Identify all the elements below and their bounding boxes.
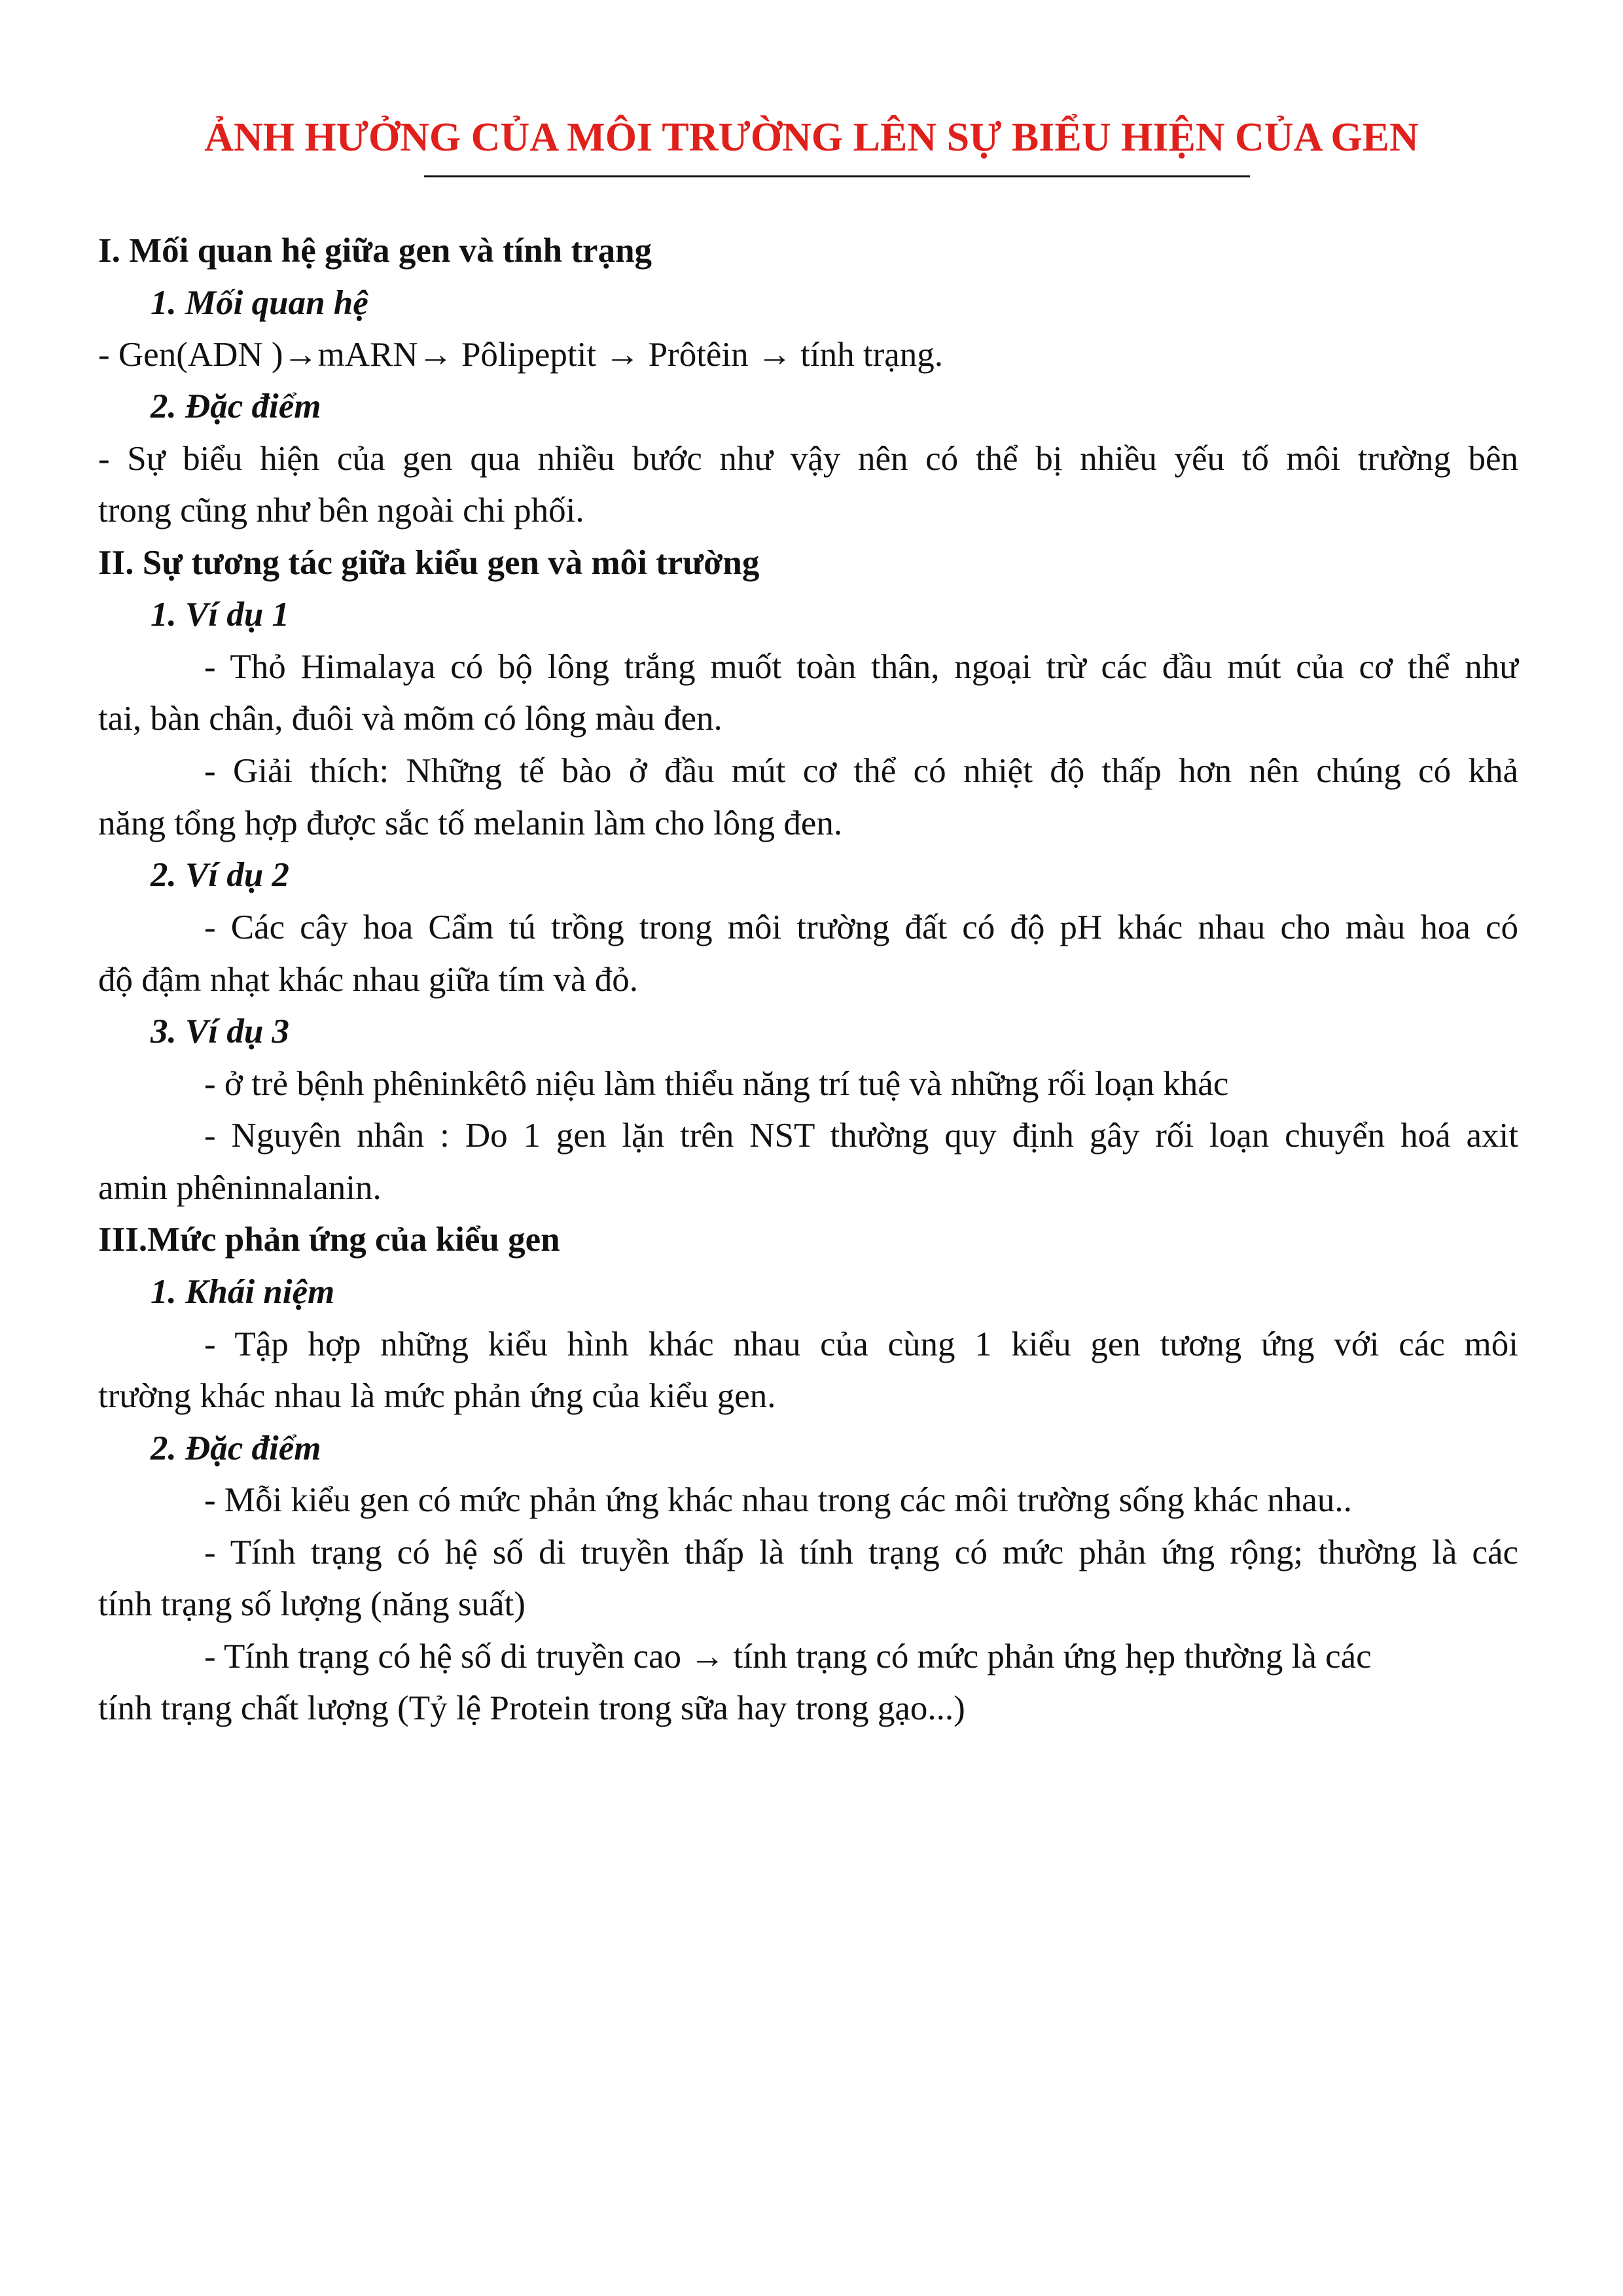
paragraph-line: trường khác nhau là mức phản ứng của kiểu gen. — [98, 1377, 776, 1415]
subheading-example-1: 1. Ví dụ 1 — [151, 596, 290, 634]
subheading-concept: 1. Khái niệm — [151, 1273, 335, 1311]
section-heading-2: II. Sự tương tác giữa kiểu gen và môi trường — [98, 544, 760, 582]
paragraph-line: - Tính trạng có hệ số di truyền cao → tính trạng có mức phản ứng hẹp thường là các — [204, 1638, 1372, 1676]
paragraph-line: - ở trẻ bệnh phêninkêtô niệu làm thiểu năng trí tuệ và những rối loạn khác — [204, 1065, 1229, 1103]
paragraph-line: tính trạng số lượng (năng suất) — [98, 1585, 526, 1623]
page-title: ẢNH HƯỞNG CỦA MÔI TRƯỜNG LÊN SỰ BIỂU HIỆN CỦA GEN — [204, 115, 1419, 160]
paragraph-line: - Tính trạng có hệ số di truyền thấp là tính trạng có mức phản ứng rộng; thường là các — [204, 1534, 1518, 1571]
subheading-relationship: 1. Mối quan hệ — [151, 284, 368, 322]
paragraph-line: - Thỏ Himalaya có bộ lông trắng muốt toàn thân, ngoại trừ các đầu mút của cơ thể như — [204, 648, 1518, 686]
paragraph-line: độ đậm nhạt khác nhau giữa tím và đỏ. — [98, 961, 638, 999]
paragraph-line: trong cũng như bên ngoài chi phối. — [98, 492, 584, 529]
subheading-example-3: 3. Ví dụ 3 — [151, 1013, 290, 1050]
paragraph-line: - Mỗi kiểu gen có mức phản ứng khác nhau trong các môi trường sống khác nhau.. — [204, 1481, 1352, 1519]
paragraph-line: - Nguyên nhân : Do 1 gen lặn trên NST thường quy định gây rối loạn chuyển hoá axit — [204, 1117, 1518, 1155]
paragraph-line: - Các cây hoa Cẩm tú trồng trong môi trường đất có độ pH khác nhau cho màu hoa có — [204, 908, 1518, 946]
paragraph-line: amin phêninnalanin. — [98, 1169, 382, 1207]
title-underline — [424, 175, 1250, 177]
paragraph-line: năng tổng hợp được sắc tố melanin làm cho lông đen. — [98, 804, 843, 842]
paragraph-gene-pathway: - Gen(ADN )→mARN→ Pôlipeptit → Prôtêin → tính trạng. — [98, 336, 944, 374]
subheading-example-2: 2. Ví dụ 2 — [151, 856, 290, 894]
section-heading-3: III.Mức phản ứng của kiểu gen — [98, 1221, 560, 1259]
paragraph-line: tính trạng chất lượng (Tỷ lệ Protein trong sữa hay trong gạo...) — [98, 1689, 965, 1727]
subheading-characteristics: 2. Đặc điểm — [151, 387, 321, 425]
section-heading-1: I. Mối quan hệ giữa gen và tính trạng — [98, 232, 652, 270]
paragraph-line: - Giải thích: Những tế bào ở đầu mút cơ thể có nhiệt độ thấp hơn nên chúng có khả — [204, 752, 1518, 790]
paragraph-line: tai, bàn chân, đuôi và mõm có lông màu đen. — [98, 700, 722, 738]
paragraph-line: - Tập hợp những kiểu hình khác nhau của cùng 1 kiểu gen tương ứng với các môi — [204, 1325, 1518, 1363]
subheading-characteristics-2: 2. Đặc điểm — [151, 1429, 321, 1467]
paragraph-line: - Sự biểu hiện của gen qua nhiều bước như vậy nên có thể bị nhiều yếu tố môi trường bên — [98, 440, 1518, 478]
